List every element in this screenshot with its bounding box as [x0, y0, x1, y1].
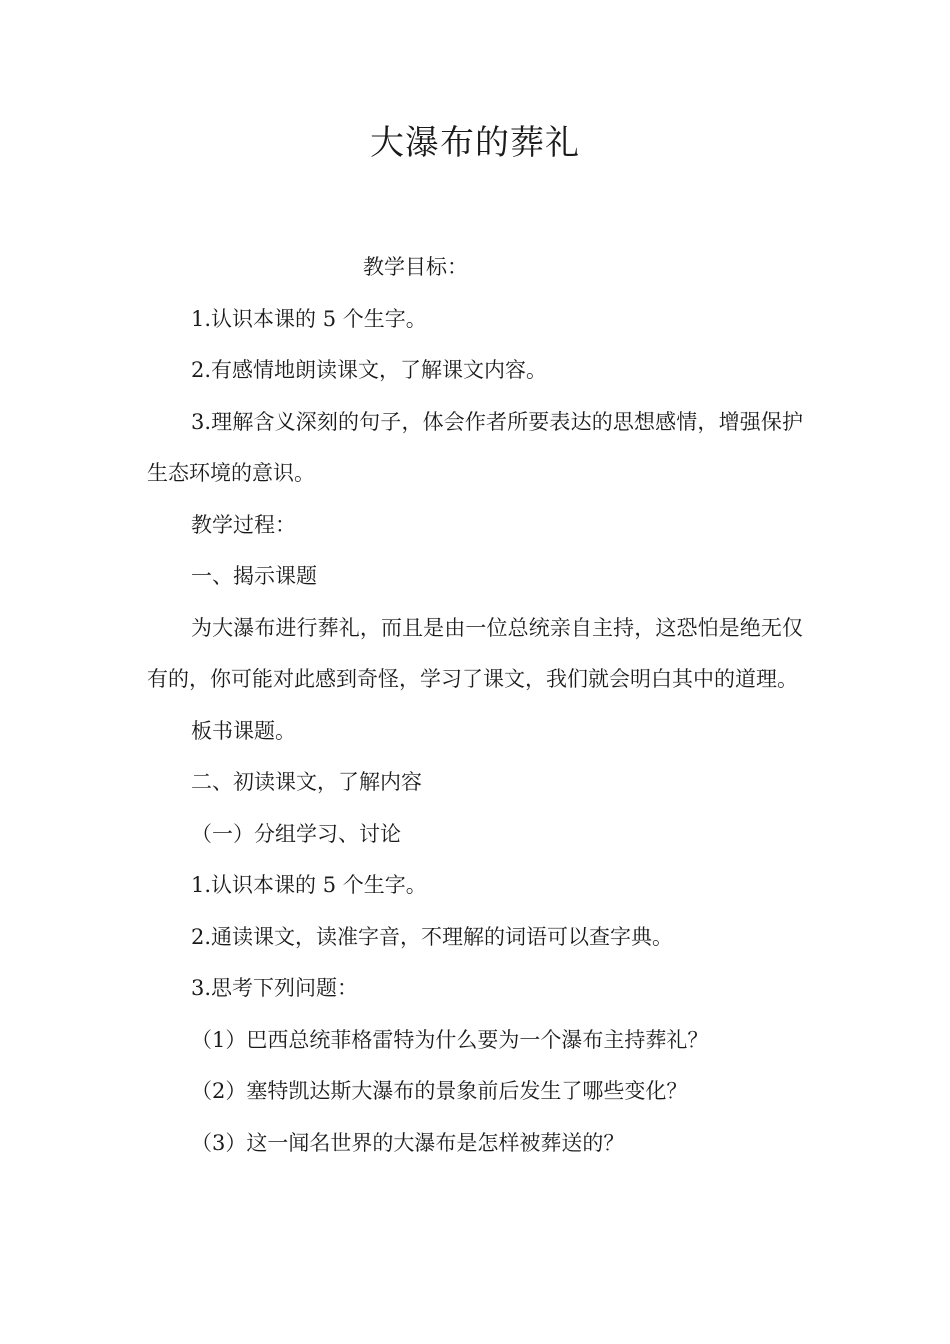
paragraph: 2.通读课文，读准字音，不理解的词语可以查字典。	[191, 924, 674, 949]
section-heading: 二、初读课文，了解内容	[191, 770, 422, 794]
paragraph: 3.理解含义深刻的句子，体会作者所要表达的思想感情，增强保护生态环境的意识。	[147, 409, 803, 485]
paragraph: 板书课题。	[191, 718, 296, 743]
paragraph: 为大瀑布进行葬礼，而且是由一位总统亲自主持，这恐怕是绝无仅有的，你可能对此感到奇怪，学习了课文，我们就会明白其中的道理。	[147, 615, 803, 691]
section-heading-teaching-goals: 教学目标：	[363, 255, 468, 279]
paragraph: 1.认识本课的 5 个生字。	[191, 873, 427, 897]
section-heading: 一、揭示课题	[191, 564, 317, 588]
page-title: 大瀑布的葬礼	[370, 123, 580, 163]
question-item: （2）塞特凯达斯大瀑布的景象前后发生了哪些变化？	[191, 1079, 688, 1103]
document-body	[147, 242, 803, 1169]
question-item: （3）这一闻名世界的大瀑布是怎样被葬送的？	[191, 1130, 625, 1155]
section-heading-teaching-process: 教学过程：	[191, 512, 296, 537]
paragraph: 2.有感情地朗读课文，了解课文内容。	[191, 358, 548, 382]
subsection-heading: （一）分组学习、讨论	[191, 821, 401, 846]
paragraph: 1.认识本课的 5 个生字。	[191, 306, 427, 331]
paragraph: 3.思考下列问题：	[191, 976, 359, 1000]
question-item: （1）巴西总统菲格雷特为什么要为一个瀑布主持葬礼？	[191, 1027, 709, 1052]
